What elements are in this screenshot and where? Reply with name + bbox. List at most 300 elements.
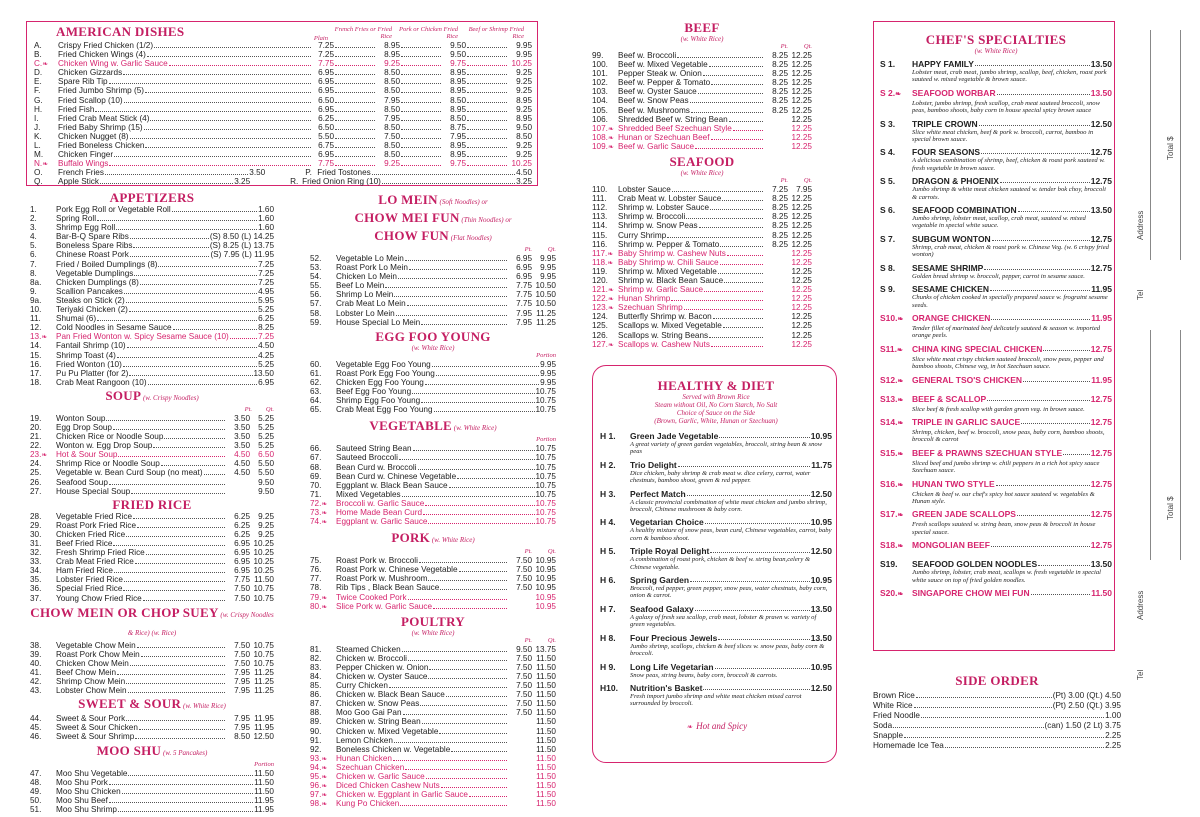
dot-leader — [124, 97, 311, 103]
item-name: Pu Pu Platter (for 2) — [56, 368, 129, 378]
healthy-diet — [600, 378, 832, 731]
item-name: Fried Baby Shrimp (15) — [58, 122, 143, 132]
item-price: 12.50 — [810, 488, 832, 499]
hot-spicy-icon: ❧ — [607, 305, 614, 313]
item-price: 3.50 — [249, 168, 266, 178]
eggfoo-note: (w. White Rice) — [411, 343, 455, 352]
item-name: GENERAL TSO'S CHICKEN — [912, 374, 1023, 385]
item-code: 18. — [30, 377, 42, 387]
item-name: Teriyaki Chicken (2) — [56, 305, 128, 315]
american-item — [34, 123, 532, 132]
item-price: 6.95 — [258, 377, 274, 387]
dot-leader — [677, 52, 763, 58]
item-code: 78. — [310, 583, 322, 593]
item-price: 11.50 — [254, 768, 274, 778]
item-name: Crab Meat Egg Foo Young — [336, 405, 433, 415]
dot-leader — [467, 106, 507, 112]
healthy-item — [600, 460, 832, 485]
healthy-item — [600, 683, 832, 708]
item-code: 76. — [310, 565, 322, 575]
item-price: 7.95 — [796, 185, 812, 195]
item-price: 11.95 — [1091, 284, 1112, 295]
dot-leader — [709, 332, 763, 338]
chef-item — [880, 375, 1112, 387]
item-name: Spare Rib Tip — [58, 77, 108, 87]
item-code: 20. — [30, 422, 42, 432]
item-code: S 6. — [880, 205, 896, 216]
dot-leader — [421, 397, 534, 403]
item-price: 7.95 — [234, 686, 250, 696]
item-code: 86. — [310, 690, 322, 700]
american-item — [34, 86, 532, 95]
hot-spicy-icon: ❧ — [321, 792, 328, 800]
side-item — [873, 711, 1121, 721]
dot-leader — [127, 342, 257, 348]
item-price: 6.95 — [318, 104, 334, 114]
item-price: 3.50 — [234, 422, 250, 432]
american-col-header: Plain — [313, 35, 328, 42]
eggfoo-title: EGG FOO YOUNG — [375, 328, 491, 344]
item-price: (S) 7.95 (L) 11.95 — [210, 250, 274, 260]
sweetsour-title: SWEET & SOUR (w. White Rice) — [78, 696, 226, 712]
item-name: Shrimp Rice or Noodle Soup — [56, 459, 160, 469]
item-code: C.❧ — [34, 59, 58, 69]
item-code: 101. — [592, 69, 608, 79]
dot-leader — [385, 282, 507, 288]
item-price: 11.50 — [536, 799, 556, 809]
healthy-item-title — [600, 489, 832, 499]
item-name: Wonton Soup — [56, 413, 106, 423]
item-name: Vegetable Dumplings — [56, 268, 134, 278]
item-code: 17. — [30, 368, 42, 378]
menu-item — [30, 214, 274, 223]
item-code: 8a. — [30, 277, 42, 287]
item-code: 89. — [310, 717, 322, 727]
menu-item — [310, 708, 556, 717]
menu-item — [592, 258, 812, 267]
item-name: SEAFOOD GOLDEN NOODLES — [912, 559, 1038, 570]
chef-item-title — [880, 448, 1112, 460]
item-price: 12.25 — [791, 303, 812, 313]
item-code: 105. — [592, 105, 608, 115]
item-price: 10.25 — [253, 539, 274, 548]
item-name: Szechuan Shrimp — [618, 303, 683, 313]
dot-leader — [981, 147, 1090, 154]
item-name: Chicken Finger — [58, 150, 114, 160]
item-price: 7.95 — [234, 677, 250, 687]
menu-item — [30, 369, 274, 378]
item-name: Moo Shu Vegetable — [56, 768, 128, 778]
pork-title: PORK (w. White Rice) — [391, 530, 475, 546]
item-code: 119. — [592, 266, 608, 276]
item-code: 104. — [592, 96, 608, 106]
healthy-item-title — [600, 683, 832, 693]
item-name: Scallops w. Cashew Nuts — [618, 339, 710, 349]
dot-leader — [401, 115, 441, 121]
dot-leader — [720, 241, 763, 247]
item-price: 3.25 — [516, 177, 533, 187]
item-price: 10.75 — [253, 649, 274, 659]
dot-leader — [145, 142, 311, 148]
item-price: 11.50 — [536, 744, 556, 754]
qt-header: Qt. — [803, 177, 812, 185]
item-price: 9.25 — [384, 159, 400, 169]
hot-spicy-icon: ❧ — [607, 287, 614, 295]
menu-item — [592, 285, 812, 294]
menu-item — [30, 557, 274, 566]
item-price: 12.50 — [1090, 118, 1112, 129]
dot-leader — [703, 683, 809, 690]
total-label-2: Total $ — [1166, 496, 1175, 520]
item-name: TRIPLE CROWN — [912, 118, 978, 129]
hot-spicy-icon: ❧ — [42, 161, 49, 169]
chef-item-title — [880, 417, 1112, 429]
menu-item — [30, 278, 274, 287]
item-code: 97.❧ — [310, 790, 336, 800]
item-price: 12.25 — [791, 123, 812, 133]
dot-leader — [419, 557, 507, 563]
item-price: 12.25 — [791, 294, 812, 304]
item-code: 42. — [30, 677, 42, 687]
item-price: 6.50 — [318, 95, 334, 105]
menu-item — [310, 717, 556, 726]
seafood-col-headers — [592, 177, 812, 185]
dot-leader — [467, 78, 507, 84]
dot-leader — [128, 687, 225, 693]
item-price: 8.95 — [516, 95, 532, 105]
american-item — [34, 105, 532, 114]
dot-leader — [1038, 559, 1090, 566]
item-price: 8.95 — [450, 104, 466, 114]
item-price: 8.25 — [772, 60, 788, 70]
dot-leader — [425, 500, 534, 506]
menu-item — [30, 241, 274, 250]
menu-item — [30, 314, 274, 323]
dot-leader — [109, 779, 253, 785]
menu-item — [30, 296, 274, 305]
item-price: 3.25 — [234, 177, 251, 187]
item-name: Chicken w. Eggplant in Garlic Sauce — [336, 790, 468, 800]
menu-item — [30, 723, 274, 732]
item-price: 12.50 — [253, 732, 274, 742]
item-price: 6.25 — [318, 113, 334, 123]
dot-leader — [718, 633, 809, 640]
hot-spicy-icon: ❧ — [897, 450, 904, 458]
item-code: 37. — [30, 593, 42, 603]
dot-leader — [667, 232, 763, 238]
chef-item — [880, 448, 1112, 475]
dot-leader — [126, 715, 225, 721]
item-code: B. — [34, 50, 42, 60]
dot-leader — [699, 222, 763, 228]
eggfoo-section — [310, 329, 556, 415]
dot-leader — [335, 87, 375, 93]
item-description: A delicious combination of shrimp, beef, chicken & roast pork sauteed w. fresh vegetable in brown sauce. — [912, 157, 1105, 172]
dot-leader — [128, 770, 253, 776]
dot-leader — [441, 782, 507, 788]
hot-spicy-icon: ❧ — [42, 61, 49, 69]
menu-item — [30, 323, 274, 332]
item-price: 11.25 — [536, 308, 556, 318]
item-code: 71. — [310, 489, 322, 499]
item-price: 8.25 — [772, 230, 788, 240]
item-name: White Rice — [873, 701, 913, 710]
dot-leader — [401, 106, 441, 112]
item-price: 2.25 — [1105, 731, 1121, 740]
item-name: Vegetable Lo Mein — [336, 254, 404, 263]
dot-leader — [382, 178, 515, 184]
item-name: Chicken Fried Rice — [56, 529, 126, 539]
item-description: Tender fillet of marinated beef delicately sauteed & season w. imported orange peels. — [912, 324, 1101, 340]
dot-leader — [687, 489, 810, 496]
poultry-col-headers — [310, 637, 556, 645]
dot-leader — [413, 445, 535, 451]
item-price: 7.95 — [516, 317, 532, 327]
item-code: 6. — [30, 250, 37, 260]
item-price: 6.25 — [234, 529, 250, 539]
menu-item — [592, 267, 812, 276]
item-code: H 4. — [600, 517, 616, 528]
chef-item-title — [880, 588, 1112, 600]
item-name: Chicken w. Garlic Sauce — [336, 772, 425, 782]
dot-leader — [724, 277, 763, 283]
item-name: Home Made Bean Curd — [336, 507, 423, 517]
dot-leader — [141, 651, 225, 657]
dot-leader — [153, 442, 225, 448]
dot-leader — [997, 88, 1090, 95]
dot-leader — [401, 97, 441, 103]
dot-leader — [467, 133, 507, 139]
healthy-item — [600, 431, 832, 456]
hot-spicy-icon: ❧ — [321, 509, 328, 517]
dot-leader — [684, 304, 763, 310]
item-price: 9.95 — [516, 50, 532, 60]
item-description: A classic provincial combination of white meat chicken and jumbo shrimp, broccoli, Chinese mushroom & baby corn. — [630, 498, 827, 514]
item-price: 10.95 — [810, 431, 832, 441]
dot-leader — [109, 479, 225, 485]
item-code: 110. — [592, 185, 608, 195]
item-code: 73.❧ — [310, 508, 336, 518]
item-name: Soda — [873, 721, 893, 730]
item-price: 7.50 — [234, 593, 250, 603]
dot-leader — [139, 724, 225, 730]
appetizers-section — [30, 190, 274, 387]
menu-item — [592, 212, 812, 221]
dot-leader — [439, 728, 507, 734]
item-code: 47. — [30, 768, 42, 778]
item-price: 12.75 — [1090, 416, 1112, 427]
menu-item — [592, 321, 812, 330]
menu-item — [592, 60, 812, 69]
dot-leader — [122, 788, 253, 794]
menu-item — [30, 778, 274, 787]
dot-leader — [172, 206, 257, 212]
chef-note: (w. White Rice) — [974, 47, 1018, 55]
healthy-subtitle: Choice of Sauce on the Side — [676, 409, 756, 417]
item-price: 10.95 — [810, 517, 832, 528]
dot-leader — [401, 142, 441, 148]
dot-leader — [451, 746, 507, 752]
poultry-title: POULTRY — [400, 613, 465, 629]
pork-section — [310, 530, 556, 611]
dot-leader — [118, 806, 253, 812]
item-description: Lobster, jumbo shrimp, fresh scallop, crab meat sauteed broccoli, snow peas, bamboo shoots, baby corn in house special spicy brown sauce — [912, 99, 1100, 115]
item-price: 13.50 — [810, 632, 832, 643]
lomein-title: CHOW MEI FUN (Thin Noodles) or — [354, 210, 512, 225]
menu-item — [310, 574, 556, 583]
dot-leader — [133, 242, 208, 248]
item-name: Crispy Fried Chicken (1/2) — [58, 41, 154, 50]
dot-leader — [134, 270, 257, 276]
menu-item — [592, 133, 812, 142]
item-name: Curry Chicken — [336, 681, 388, 691]
hot-spicy-icon: ❧ — [897, 481, 904, 489]
soup-section — [30, 388, 274, 496]
healthy-item-title — [600, 546, 832, 556]
item-description: Slice white meat crispy chicken sauteed broccoli, snow peas, pepper and bamboo shoots, Chinese veg, in hot Szechuan sauce. — [912, 355, 1104, 371]
item-price: 10.25 — [253, 566, 274, 576]
item-price: 10.75 — [535, 453, 556, 463]
dot-leader — [904, 732, 1104, 738]
item-price: 8.50 — [384, 86, 400, 96]
american-item — [34, 77, 532, 86]
item-code: 59. — [310, 317, 322, 327]
item-price: 6.95 — [318, 86, 334, 96]
dot-leader — [106, 415, 225, 421]
dot-leader — [100, 178, 233, 184]
menu-item — [310, 593, 556, 602]
menu-item — [592, 124, 812, 133]
item-code: 44. — [30, 714, 42, 724]
item-name: French Fries — [58, 168, 104, 178]
item-price: 8.95 — [450, 68, 466, 78]
item-price: 12.25 — [791, 321, 812, 331]
total-label-1: Total $ — [1166, 136, 1175, 160]
item-name: Moo Shu Pork — [56, 777, 108, 787]
item-name: Chicken w. Mixed Vegetable — [336, 726, 439, 736]
item-name: Curry Shrimp — [618, 230, 667, 240]
item-price: 7.50 — [516, 662, 532, 672]
item-price: 9.95 — [540, 254, 556, 263]
dot-leader — [711, 341, 763, 347]
item-name: Nutrition's Basket — [630, 682, 703, 693]
pt-header: Pt. — [524, 548, 532, 556]
dot-leader — [469, 791, 507, 797]
item-price: 8.95 — [450, 77, 466, 87]
item-code: 114. — [592, 221, 608, 231]
item-price: 10.25 — [253, 548, 274, 558]
dot-leader — [408, 655, 507, 661]
chef-item — [880, 509, 1112, 536]
item-price: 9.25 — [516, 150, 532, 160]
dot-leader — [446, 691, 507, 697]
item-description: Chicken & beef w. our chef's spicy hot sauce sauteed w. vegetables & Hunan style. — [912, 490, 1095, 505]
item-code: 94.❧ — [310, 763, 336, 773]
dot-leader — [691, 107, 763, 113]
menu-item — [30, 260, 274, 269]
dot-leader — [428, 673, 507, 679]
dot-leader — [135, 558, 225, 564]
hot-spicy-legend: ❧ Hot and Spicy — [686, 720, 748, 731]
dot-leader — [434, 406, 535, 412]
item-price: 8.50 — [384, 104, 400, 114]
dot-leader — [126, 678, 225, 684]
lomein-title: CHOW FUN (Flat Noodles) — [374, 228, 492, 243]
item-price: 1.60 — [258, 223, 274, 233]
item-name: Perfect Match — [630, 488, 686, 499]
item-price: 12.75 — [1090, 447, 1112, 458]
item-price: 11.50 — [536, 653, 556, 663]
menu-item — [310, 369, 556, 378]
item-code: S 2.❧ — [880, 88, 912, 100]
item-price: 3.50 — [234, 413, 250, 423]
item-code: H10. — [600, 682, 618, 693]
item-price: 12.75 — [1090, 509, 1112, 520]
item-code: 123.❧ — [592, 303, 618, 313]
dot-leader — [467, 160, 507, 166]
hot-spicy-icon: ❧ — [321, 603, 328, 611]
item-name: Mixed Vegetables — [336, 489, 401, 499]
item-price: 9.50 — [258, 477, 274, 487]
american-item — [34, 114, 532, 123]
dot-leader — [722, 195, 763, 201]
healthy-item-title — [600, 662, 832, 672]
sweetsour-section — [30, 696, 274, 741]
dot-leader — [105, 169, 248, 175]
dot-leader — [467, 151, 507, 157]
item-name: House Special Lo Mein — [336, 317, 421, 327]
dot-leader — [1021, 417, 1090, 424]
item-code: 4. — [30, 232, 37, 242]
dot-leader — [401, 133, 441, 139]
menu-item — [310, 481, 556, 490]
dot-leader — [1031, 588, 1091, 595]
item-name: Shrimp w. Mixed Vegetable — [618, 266, 717, 276]
item-price: 10.95 — [535, 565, 556, 575]
dot-leader — [116, 224, 257, 230]
lomein-section — [310, 192, 556, 327]
item-name: Chicken Wing w. Garlic Sauce — [58, 59, 168, 69]
item-code: H 2. — [600, 459, 616, 470]
menu-item — [30, 450, 274, 459]
address-label-1: Address — [1136, 210, 1145, 240]
menu-item — [30, 468, 274, 477]
item-price: 6.95 — [516, 254, 532, 263]
menu-item — [30, 521, 274, 530]
dot-leader — [335, 106, 375, 112]
menu-item — [30, 432, 274, 441]
chef-item — [880, 394, 1112, 413]
item-name: Chicken w. String Bean — [336, 717, 421, 727]
item-code: 7. — [30, 259, 37, 269]
item-code: 15. — [30, 350, 42, 360]
item-code: 117.❧ — [592, 249, 618, 259]
american-item — [34, 96, 532, 105]
item-name: Sauteed Broccoli — [336, 453, 398, 463]
healthy-item-title — [600, 604, 832, 614]
dot-leader — [432, 361, 539, 367]
item-code: N.❧ — [34, 159, 58, 169]
hot-spicy-icon: ❧ — [897, 396, 904, 404]
item-description: Shrimp, chicken, beef w. broccoli, snow peas, baby corn, bamboo shoots, broccoli & carrot — [912, 428, 1105, 444]
menu-item — [30, 686, 274, 695]
item-code: 66. — [310, 444, 322, 454]
menu-item — [30, 351, 274, 360]
item-name: FOUR SEASONS — [912, 147, 981, 158]
item-code: 103. — [592, 87, 608, 97]
item-price: 10.75 — [253, 658, 274, 668]
dot-leader — [690, 97, 763, 103]
